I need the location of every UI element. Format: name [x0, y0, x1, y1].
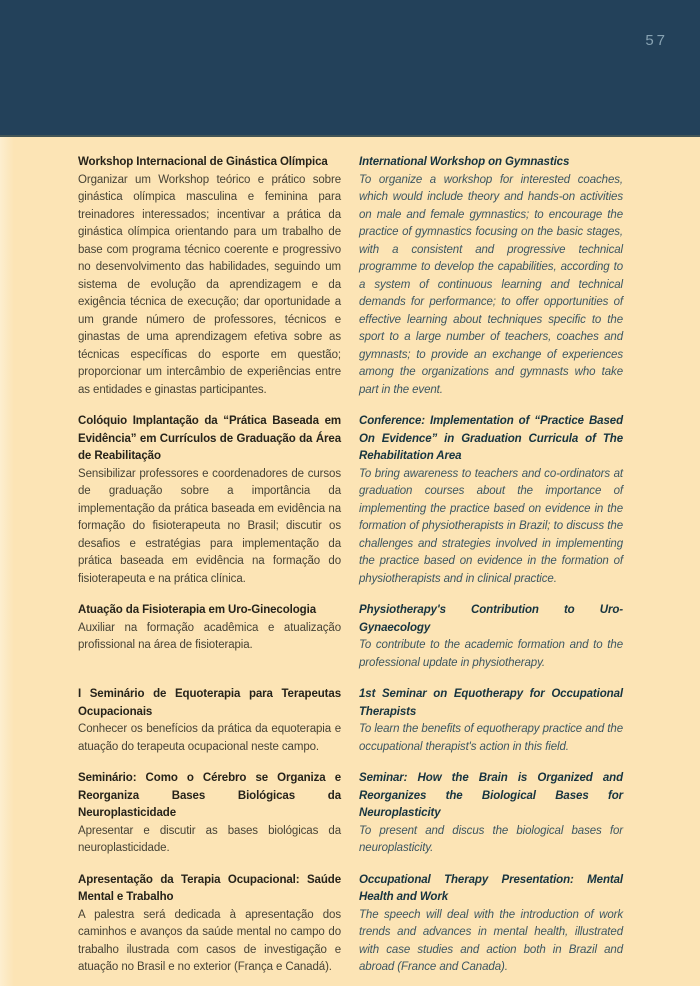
session-row	[78, 872, 623, 977]
session-row	[78, 413, 623, 588]
session-entry-pt	[78, 602, 341, 655]
header-band	[0, 0, 700, 137]
session-title-en: Occupational Therapy Presentation: Mental Health and Work	[359, 873, 623, 903]
session-entry-pt	[78, 872, 341, 977]
session-body-pt: Organizar um Workshop teórico e prático sobre ginástica olímpica masculina e feminina para treinadores interessados; incentivar a prática da ginástica olímpica orientando para um trabalho de base com programa técnico coerente e progressivo no desenvolvimento das habilidades, seguindo um sistema de evolução da aprendizagem e da exigência técnica de execução; dar oportunidade a um grande número de professores, técnicos e ginastas de uma aprendizagem efetiva sobre as técnicas específicas do esporte em questão; proporcionar um intercâmbio de experiências entre as entidades e ginastas participantes.	[78, 173, 341, 396]
session-body-en: The speech will deal with the introduction of work trends and advances in mental health, illustrated with case studies and action both in Brazil and abroad (France and Canada).	[359, 908, 623, 973]
session-body-en: To contribute to the academic formation and to the professional update in physiotherapy.	[359, 639, 623, 669]
page-content	[0, 137, 700, 977]
session-entry-pt	[78, 413, 341, 588]
session-entry-en	[359, 154, 623, 399]
session-title-en: International Workshop on Gymnastics	[359, 156, 570, 168]
session-body-pt: Sensibilizar professores e coordenadores de cursos de graduação sobre a importância da implementação da prática baseada em evidência na formação do fisioterapeuta no Brasil; discutir os desafios e estratégias para implementação da prática baseada em evidência na formação do fisioterapeuta e na prática clínica.	[78, 467, 341, 585]
session-title-pt: Colóquio Implantação da “Prática Baseada em Evidência” em Currículos de Graduação da Área de Reabilitação	[78, 415, 341, 462]
session-entry-en	[359, 602, 623, 672]
session-title-pt: Atuação da Fisioterapia em Uro-Ginecologia	[78, 604, 316, 616]
session-entry-en	[359, 770, 623, 858]
session-entry-en	[359, 872, 623, 977]
session-title-pt: Workshop Internacional de Ginástica Olímpica	[78, 156, 328, 168]
session-body-pt: Conhecer os benefícios da prática da equoterapia e atuação do terapeuta ocupacional neste campo.	[78, 723, 341, 753]
session-title-en: Physiotherapy's Contribution to Uro-Gynaecology	[359, 604, 623, 634]
session-entry-en	[359, 413, 623, 588]
session-title-en: Conference: Implementation of “Practice Based On Evidence” in Graduation Curricula of The Rehabilitation Area	[359, 415, 623, 462]
session-entry-pt	[78, 154, 341, 399]
session-body-en: To bring awareness to teachers and co-ordinators at graduation courses about the importance of implementing the practice based on evidence in the formation of physiotherapists in Brazil; to discuss the challenges and strategies involved in implementing the practice based on evidence in the formation of physiotherapists and in clinical practice.	[359, 467, 623, 585]
session-body-pt: A palestra será dedicada à apresentação dos caminhos e avanços da saúde mental no campo do trabalho ilustrada com casos de investigação e atuação no Brasil e no exterior (França e Canadá).	[78, 908, 341, 973]
page-number: 57	[645, 32, 668, 49]
session-body-pt: Auxiliar na formação acadêmica e atualização profissional na área de fisioterapia.	[78, 621, 341, 651]
session-title-en: 1st Seminar on Equotherapy for Occupational Therapists	[359, 688, 623, 718]
session-title-pt: I Seminário de Equoterapia para Terapeutas Ocupacionais	[78, 688, 341, 718]
session-row	[78, 602, 623, 672]
session-row	[78, 686, 623, 756]
session-body-pt: Apresentar e discutir as bases biológicas da neuroplasticidade.	[78, 824, 341, 854]
session-body-en: To organize a workshop for interested coaches, which would include theory and hands-on activities on male and female gymnastics; to encourage the practice of gymnastics focusing on the basic stages, with a consistent and progressive technical programme to develop the capabilities, according to a system of continuous learning and technical demands for performance; to offer opportunities of effective learning about techniques specific to the sport to a large number of teachers, coaches and gymnasts; to provide an exchange of experiences among the organizations and gymnasts who take part in the event.	[359, 173, 623, 396]
session-title-en: Seminar: How the Brain is Organized and Reorganizes the Biological Bases for Neuroplasticity	[359, 772, 623, 819]
session-entry-pt	[78, 770, 341, 858]
session-row	[78, 770, 623, 858]
session-entry-en	[359, 686, 623, 756]
session-title-pt: Apresentação da Terapia Ocupacional: Saúde Mental e Trabalho	[78, 873, 341, 903]
session-body-en: To learn the benefits of equotherapy practice and the occupational therapist's action in this field.	[359, 723, 623, 753]
session-body-en: To present and discus the biological bases for neuroplasticity.	[359, 824, 623, 854]
session-entry-pt	[78, 686, 341, 756]
session-title-pt: Seminário: Como o Cérebro se Organiza e Reorganiza Bases Biológicas da Neuroplasticidade	[78, 772, 341, 819]
session-row	[78, 154, 623, 399]
